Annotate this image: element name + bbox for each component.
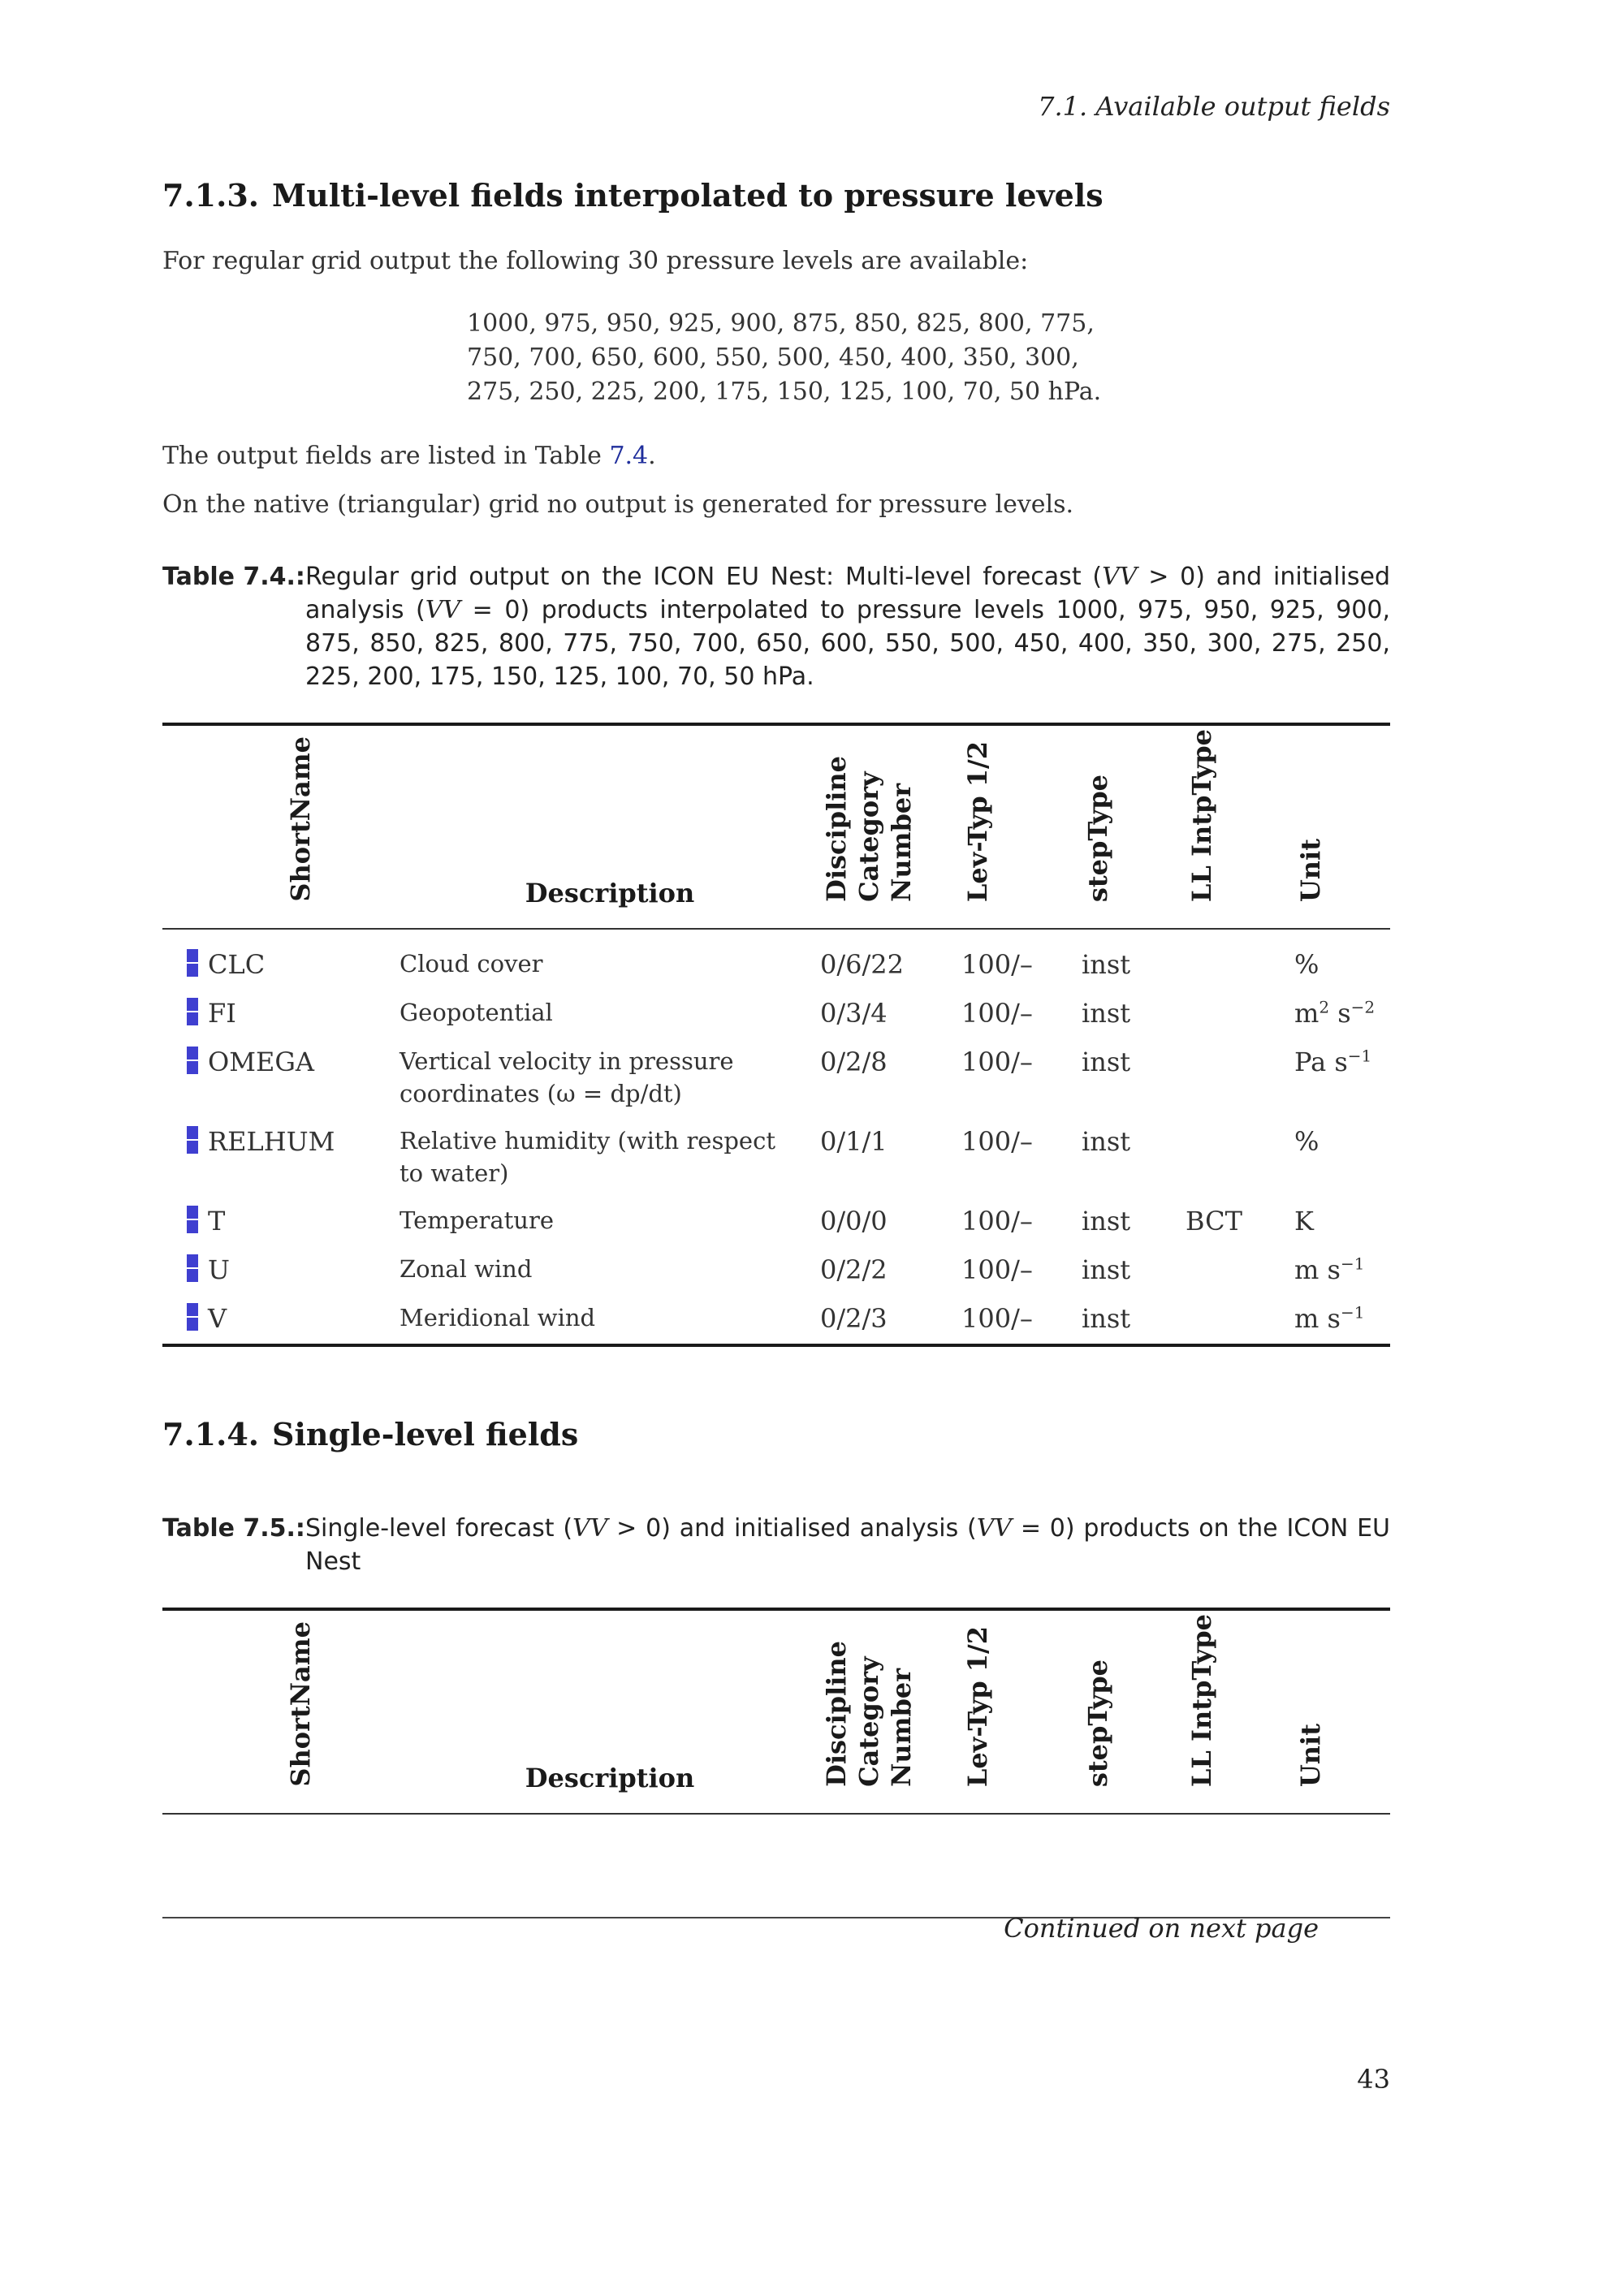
intro-paragraph: For regular grid output the following 30 pressure levels are available: — [162, 247, 1029, 275]
cell-description: Relative humidity (with respect to water) — [400, 1127, 775, 1187]
col-header-intptype: LL IntpType — [1186, 1613, 1217, 1787]
levels-line: 750, 700, 650, 600, 550, 500, 450, 400, 350, 300, — [467, 343, 1079, 372]
section-title: Single-level fields — [272, 1416, 579, 1452]
cell-intptype — [1186, 1037, 1294, 1116]
cell-steptype: inst — [1082, 1126, 1131, 1157]
cell-description: Temperature — [400, 1206, 554, 1234]
caption-label: Table 7.5.: — [162, 1514, 305, 1543]
cell-levtyp: 100/– — [961, 1047, 1033, 1077]
table-reference-paragraph — [162, 442, 656, 470]
cell-dcn: 0/1/1 — [820, 1126, 888, 1157]
col-header-unit: Unit — [1295, 1723, 1326, 1787]
cell-steptype: inst — [1082, 1047, 1131, 1077]
cell-shortname: T — [208, 1206, 226, 1236]
caption-part: > 0) and initialised analysis ( — [607, 1514, 977, 1543]
cell-dcn: 0/2/8 — [820, 1047, 888, 1077]
cell-intptype — [1186, 1116, 1294, 1196]
cell-unit: Pa $s^{-1}$ — [1294, 1046, 1372, 1077]
caption-text — [305, 560, 1390, 693]
col-header-levtyp: Lev-Typ 1/2 — [962, 740, 993, 902]
cell-levtyp: 100/– — [961, 998, 1033, 1029]
cell-unit: m $s^{-1}$ — [1294, 1293, 1390, 1345]
cell-levtyp: 100/– — [961, 1206, 1033, 1236]
cell-steptype: inst — [1082, 949, 1131, 980]
caption-vv: VV — [1102, 563, 1138, 591]
cell-dcn: 0/3/4 — [820, 998, 888, 1029]
caption-part: = 0) products on the ICON EU Nest — [305, 1514, 1391, 1576]
cell-dcn: 0/2/3 — [820, 1293, 961, 1345]
table-row — [162, 988, 1390, 1037]
cell-dcn: 0/2/2 — [820, 1254, 888, 1285]
table-header-row — [162, 1609, 1390, 1814]
cell-shortname: OMEGA — [208, 1047, 315, 1077]
caption-vv: VV — [572, 1514, 608, 1543]
cell-steptype: inst — [1082, 1293, 1186, 1345]
section-title: Multi-level fields interpolated to pressure levels — [272, 177, 1104, 214]
cell-levtyp: 100/– — [961, 1254, 1033, 1285]
table-empty-row — [162, 1814, 1390, 1918]
col-header-description: Description — [525, 1763, 695, 1793]
cell-levtyp: 100/– — [961, 1126, 1033, 1157]
cell-shortname: RELHUM — [208, 1126, 335, 1157]
period: . — [648, 442, 656, 470]
cell-dcn: 0/0/0 — [820, 1206, 888, 1236]
cell-steptype: inst — [1082, 1206, 1131, 1236]
level-marker-icon — [187, 1254, 198, 1282]
table-ref-text: The output fields are listed in Table — [162, 442, 610, 470]
cell-intptype — [1186, 1245, 1294, 1293]
table-7-4 — [162, 723, 1390, 1347]
level-marker-icon — [187, 998, 198, 1025]
level-marker-icon — [187, 1206, 198, 1233]
levels-line: 275, 250, 225, 200, 175, 150, 125, 100, 70, 50 hPa. — [467, 378, 1102, 406]
col-header-dcn: Discipline Category Number — [821, 756, 917, 902]
cell-unit: K — [1294, 1206, 1314, 1236]
level-marker-icon — [187, 1126, 198, 1154]
caption-part: = 0) products interpolated to pressure levels 1000, 975, 950, 925, 900, 875, 850, 825, 800, 775, 750, 700, 650, 600, 550, 500, 450, 400, 350, 300, 275, 250, 225, 200, 175, 150, 125, 100, 70, 50 hPa. — [305, 596, 1390, 691]
caption-vv: VV — [976, 1514, 1013, 1543]
cell-unit: m $s^{-1}$ — [1294, 1254, 1365, 1285]
cell-levtyp: 100/– — [961, 1293, 1082, 1345]
table-row — [162, 1116, 1390, 1196]
cell-shortname: CLC — [208, 949, 266, 980]
section-heading-7-1-4 — [162, 1416, 578, 1452]
cell-intptype — [1186, 929, 1294, 988]
col-header-shortname: ShortName — [285, 1621, 316, 1787]
table-7-4-caption — [162, 560, 1390, 693]
table-row — [162, 1037, 1390, 1116]
table-row — [162, 1293, 1390, 1345]
cell-levtyp: 100/– — [961, 949, 1033, 980]
col-header-intptype: LL IntpType — [1186, 728, 1217, 902]
cell-description: Geopotential — [400, 999, 553, 1026]
table-row — [162, 1245, 1390, 1293]
cell-description: Zonal wind — [400, 1255, 533, 1283]
cell-dcn: 0/6/22 — [820, 949, 904, 980]
cell-unit: $m^2$ $s^{-2}$ — [1294, 997, 1376, 1029]
table-7-5-caption — [162, 1512, 1390, 1578]
level-marker-icon — [187, 949, 198, 977]
running-head: 7.1. Available output fields — [1038, 91, 1390, 122]
caption-text — [305, 1512, 1390, 1578]
col-header-steptype: stepType — [1082, 1659, 1113, 1787]
col-header-levtyp: Lev-Typ 1/2 — [962, 1625, 993, 1787]
cell-intptype: BCT — [1186, 1206, 1242, 1236]
cell-unit: % — [1294, 949, 1320, 980]
continued-note: Continued on next page — [1004, 1913, 1319, 1944]
levels-line: 1000, 975, 950, 925, 900, 875, 850, 825, 800, 775, — [467, 309, 1095, 338]
table-header-row — [162, 724, 1390, 929]
cell-steptype: inst — [1082, 1254, 1131, 1285]
caption-label: Table 7.4.: — [162, 563, 305, 591]
caption-part: Single-level forecast ( — [305, 1514, 573, 1543]
cell-shortname: FI — [208, 998, 236, 1029]
section-number: 7.1.3. — [162, 177, 260, 214]
caption-part: Regular grid output on the ICON EU Nest: Multi-level forecast ( — [305, 563, 1103, 591]
col-header-steptype: stepType — [1082, 774, 1113, 902]
section-heading-7-1-3 — [162, 177, 1104, 214]
cell-steptype: inst — [1082, 998, 1131, 1029]
cell-shortname: U — [208, 1254, 230, 1285]
pressure-levels-list — [467, 307, 1101, 409]
cell-shortname: V — [208, 1303, 227, 1334]
page-number: 43 — [1357, 2064, 1390, 2095]
cell-unit: % — [1294, 1126, 1320, 1157]
col-header-unit: Unit — [1295, 838, 1326, 902]
caption-part: > 0) and initialised analysis ( — [305, 563, 1390, 624]
col-header-shortname: ShortName — [285, 736, 316, 902]
cell-description: Meridional wind — [400, 1293, 820, 1345]
caption-vv: VV — [425, 596, 461, 624]
table-row — [162, 1196, 1390, 1245]
native-grid-paragraph: On the native (triangular) grid no output is generated for pressure levels. — [162, 490, 1074, 519]
section-number: 7.1.4. — [162, 1416, 260, 1452]
table-7-5 — [162, 1608, 1390, 1918]
col-header-description: Description — [525, 878, 695, 908]
level-marker-icon — [187, 1303, 198, 1331]
table-7-4-link[interactable]: 7.4 — [609, 442, 649, 470]
cell-description: Cloud cover — [400, 950, 543, 978]
table-row — [162, 929, 1390, 988]
cell-description: Vertical velocity in pressure coordinates (ω = dp/dt) — [400, 1047, 734, 1107]
col-header-dcn: Discipline Category Number — [821, 1641, 917, 1787]
cell-intptype — [1186, 1293, 1294, 1345]
level-marker-icon — [187, 1047, 198, 1074]
cell-intptype — [1186, 988, 1294, 1037]
